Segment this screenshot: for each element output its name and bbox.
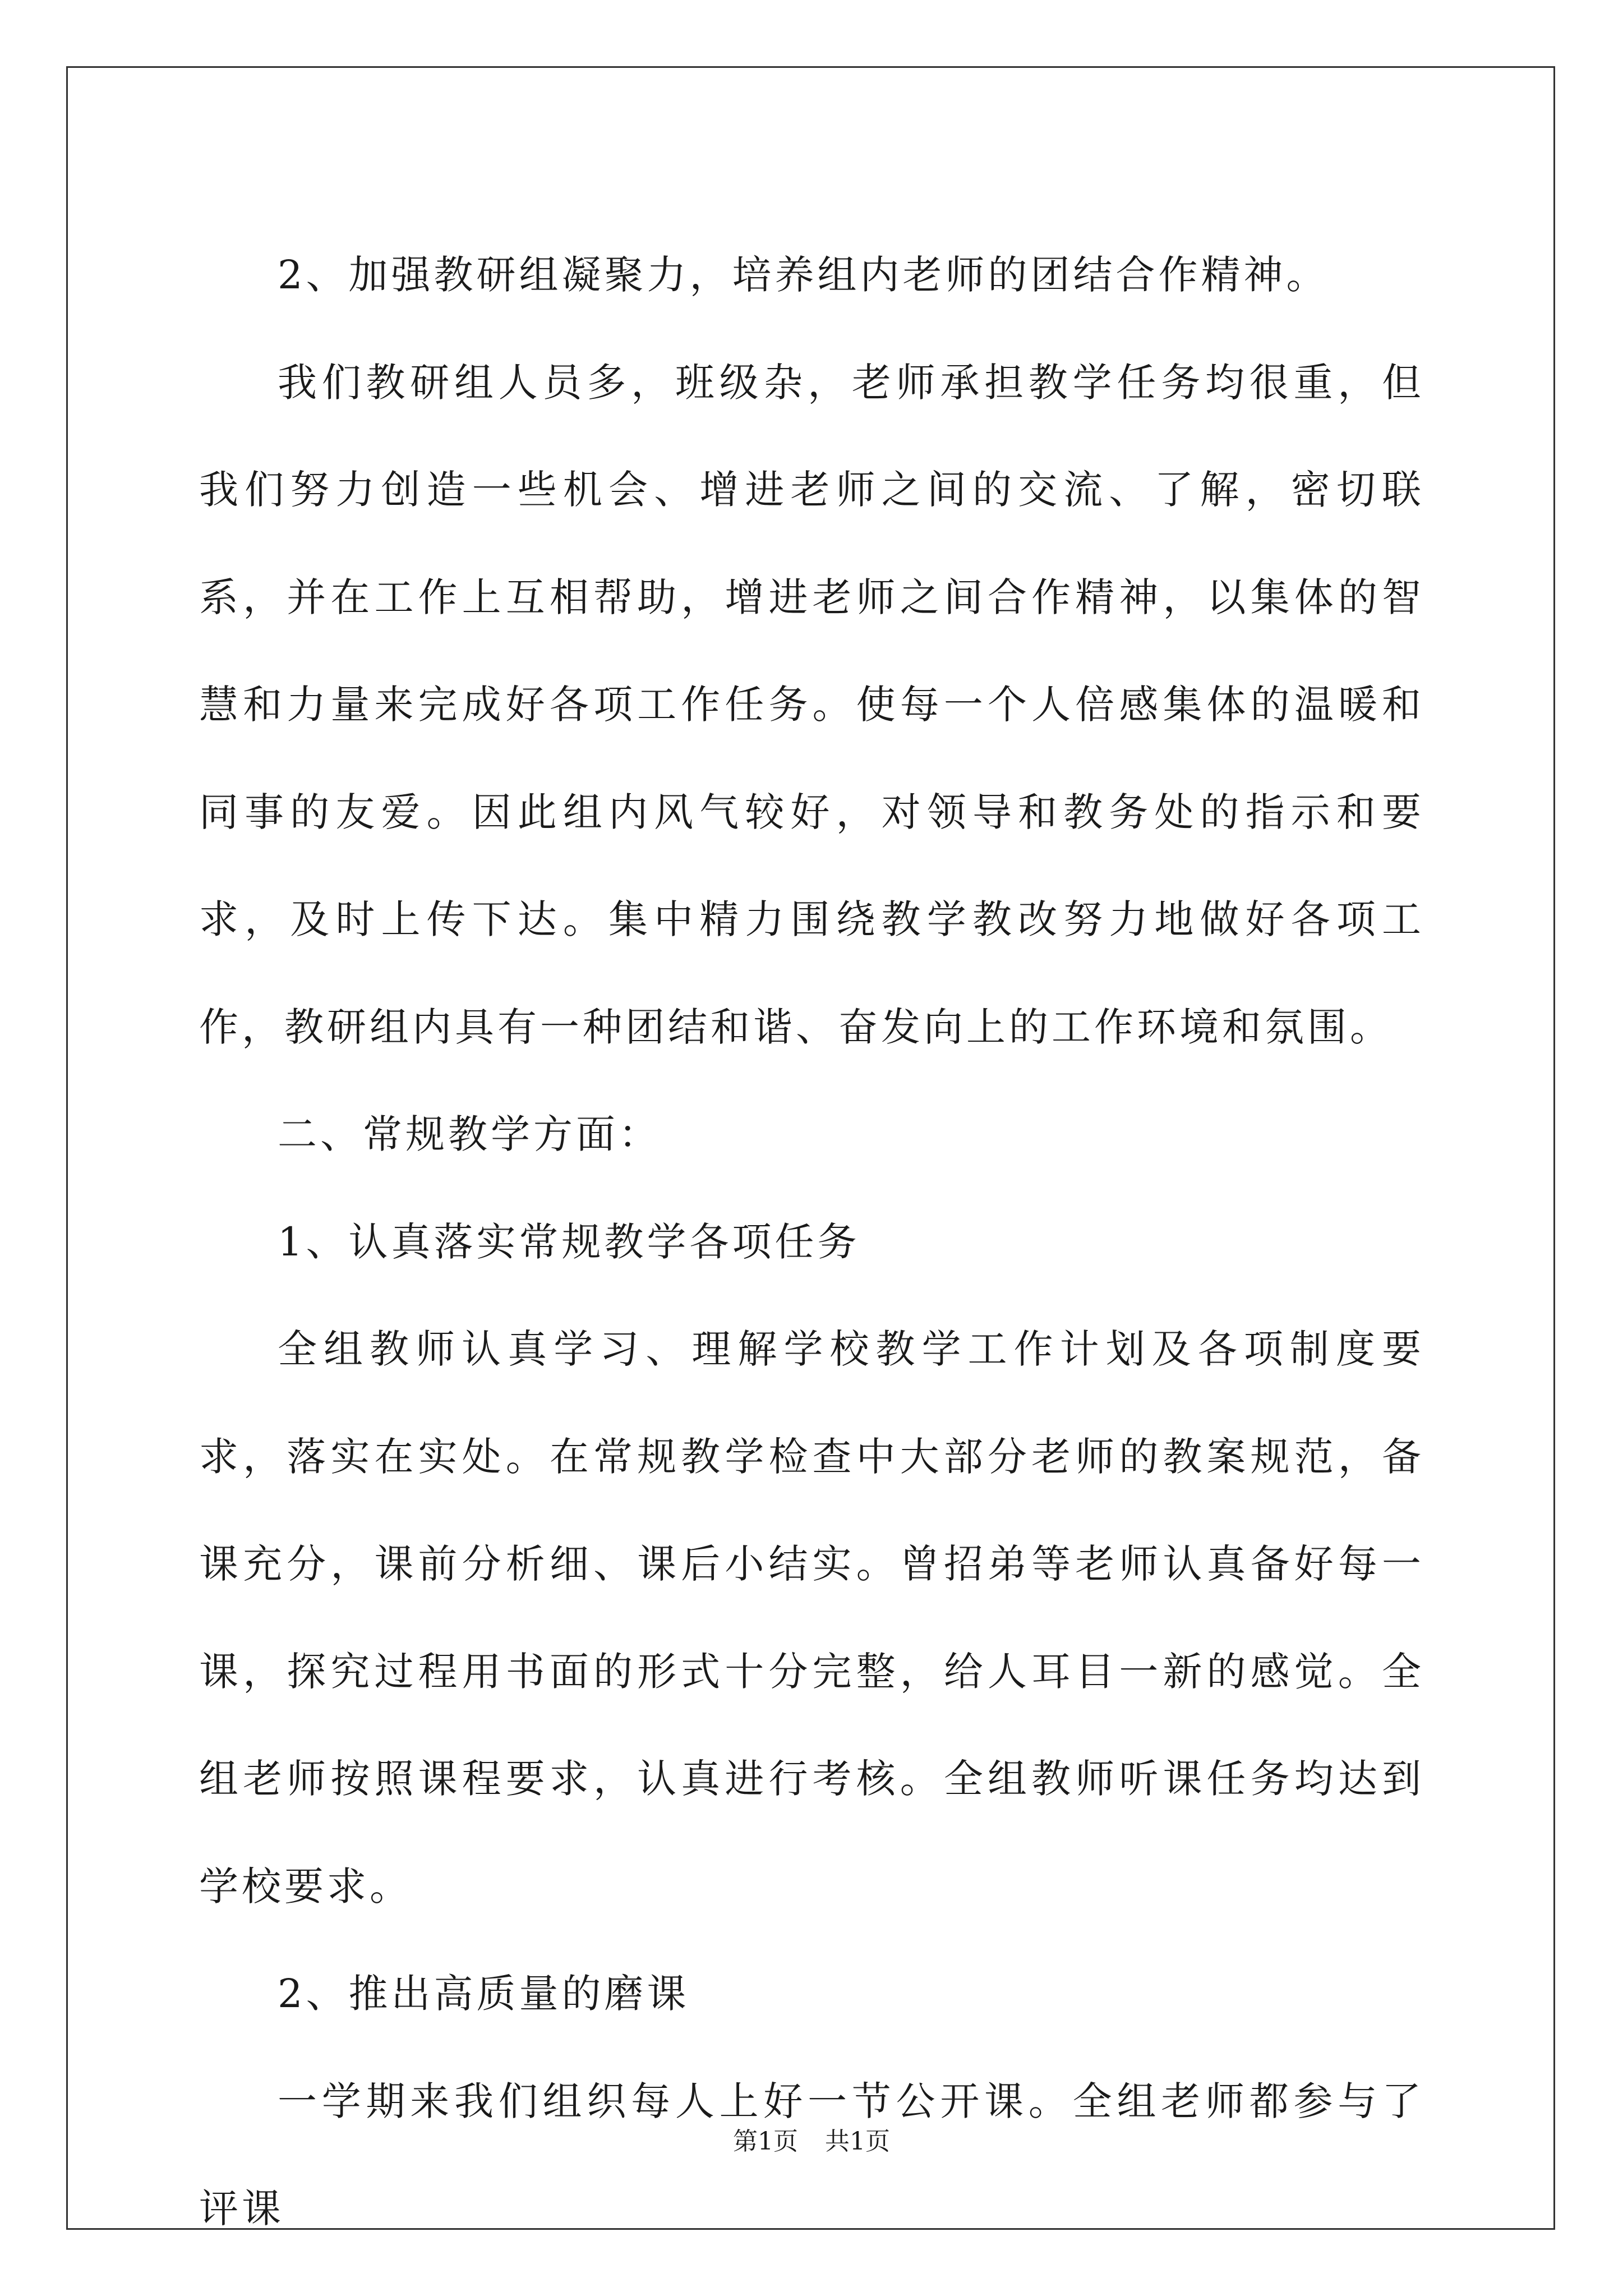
- paragraph-lessons-body: 一学期来我们组织每人上好一节公开课。全组老师都参与了评课: [199, 2078, 1424, 2231]
- section-heading-routine-teaching: 二、常规教学方面：: [278, 1111, 661, 1157]
- paragraph-heading-tasks: 1、认真落实常规教学各项任务: [278, 1218, 860, 1265]
- paragraph-cohesion-body: 我们教研组人员多，班级杂，老师承担教学任务均很重，但我们努力创造一些机会、增进老师之间的交流、了解，密切联系，并在工作上互相帮助，增进老师之间合作精神，以集体的智慧和力量来完成好各项工作任务。使每一个人倍感集体的温暖和同事的友爱。因此组内风气较好，对领导和教务处的指示和要求，及时上传下达。集中精力围绕教学教改努力地做好各项工作，教研组内具有一种团结和谐、奋发向上的工作环境和氛围。: [199, 359, 1424, 1050]
- page-footer: [0, 2125, 1623, 2159]
- page-number: 第1页: [733, 2127, 798, 2156]
- page-total: 共1页: [825, 2127, 890, 2156]
- document-body: [199, 222, 1424, 2263]
- paragraph-tasks-body: 全组教师认真学习、理解学校教学工作计划及各项制度要求，落实在实处。在常规教学检查中大部分老师的教案规范，备课充分，课前分析细、课后小结实。曾招弟等老师认真备好每一课，探究过程用书面的形式十分完整，给人耳目一新的感觉。全组老师按照课程要求，认真进行考核。全组教师听课任务均达到学校要求。: [199, 1326, 1424, 1910]
- paragraph-heading-lessons: 2、推出高质量的磨课: [278, 1971, 690, 2017]
- paragraph-heading-cohesion: 2、加强教研组凝聚力，培养组内老师的团结合作精神。: [278, 252, 1329, 298]
